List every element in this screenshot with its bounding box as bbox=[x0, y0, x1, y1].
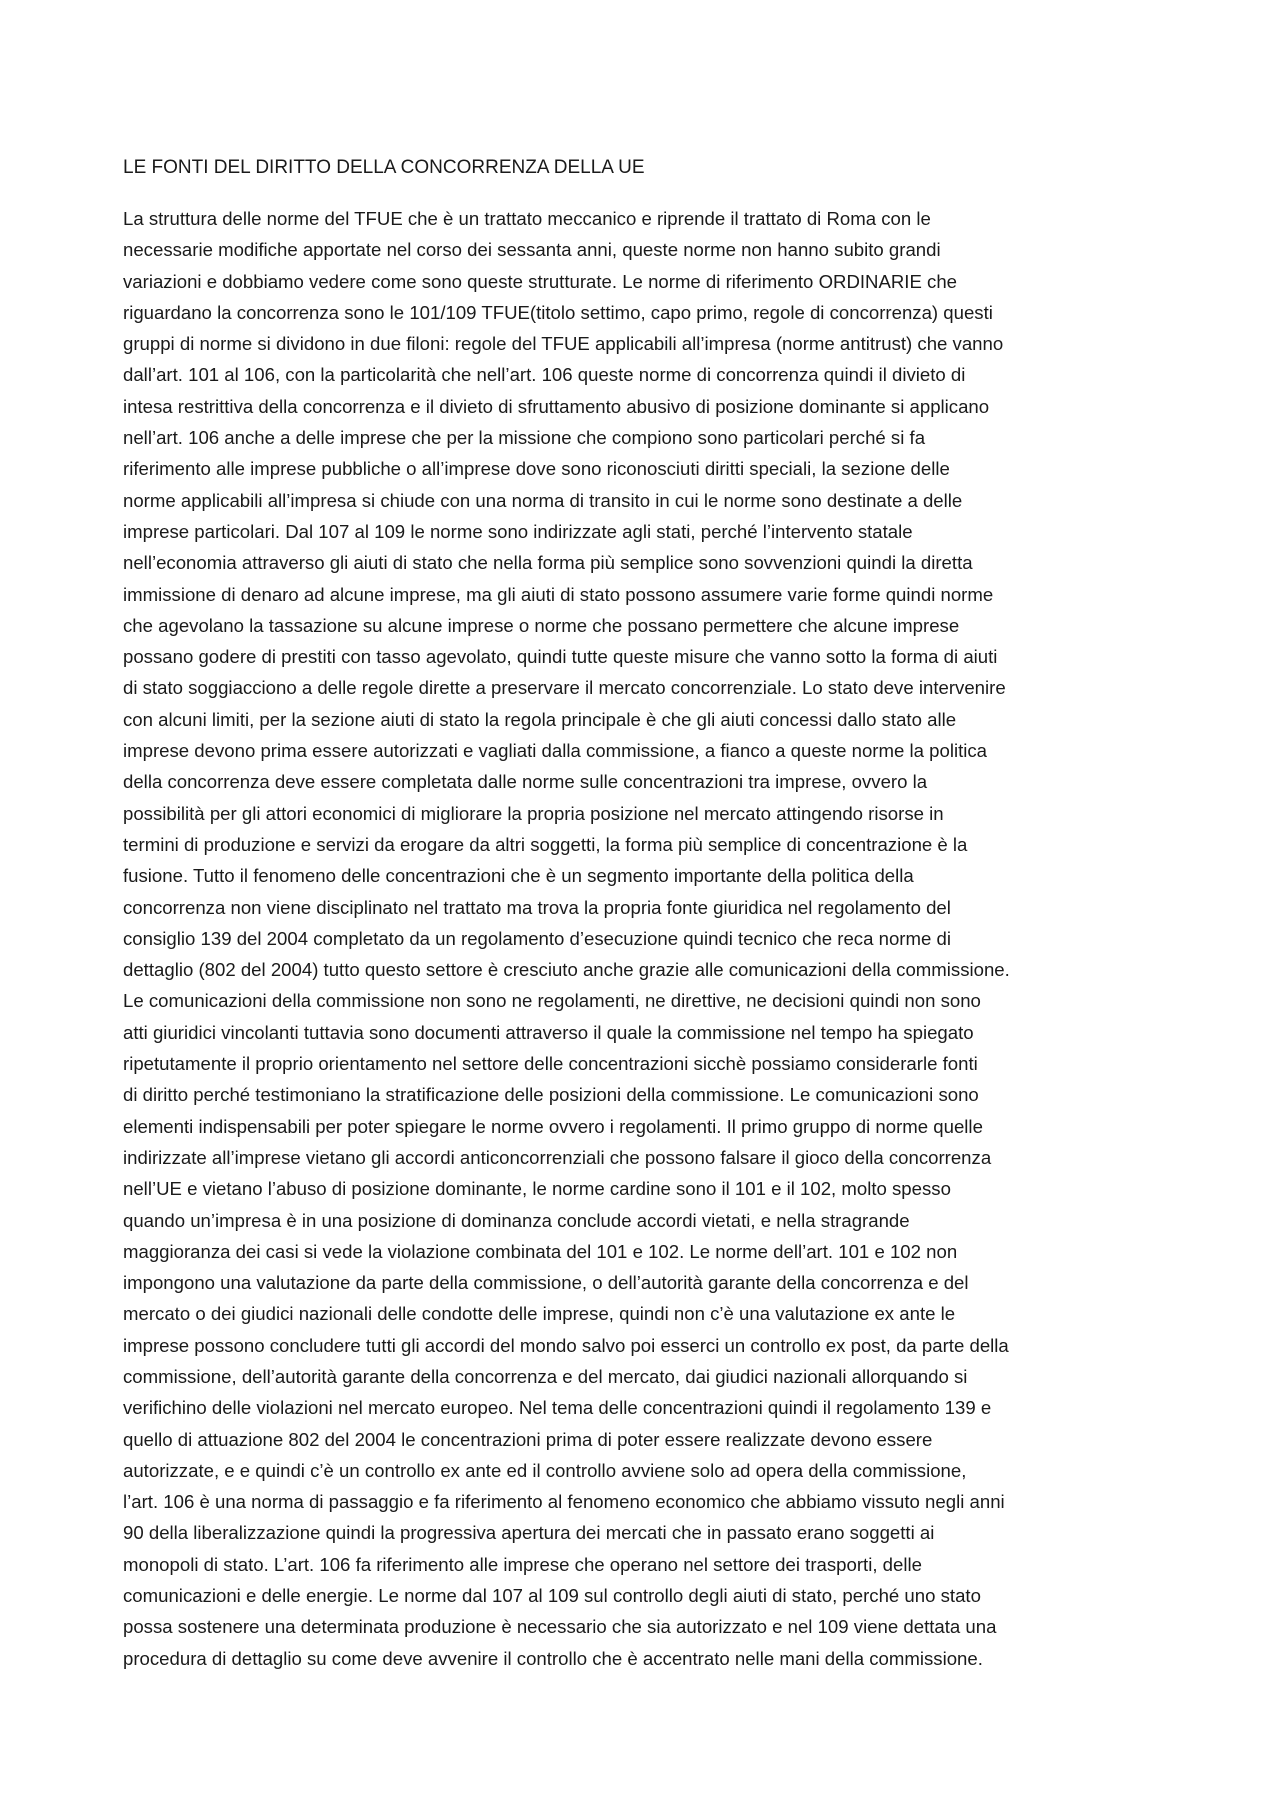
body-text-line: imprese devono prima essere autorizzati e vagliati dalla commissione, a fianco a queste norme la politica bbox=[123, 740, 988, 762]
body-text-line: La struttura delle norme del TFUE che è un trattato meccanico e riprende il trattato di Roma con le bbox=[123, 208, 931, 229]
body-text-line: norme applicabili all’impresa si chiude con una norma di transito in cui le norme sono destinate a delle bbox=[123, 489, 963, 511]
body-text-line: possibilità per gli attori economici di migliorare la propria posizione nel mercato attingendo risorse in bbox=[123, 802, 944, 824]
body-text-line: concorrenza non viene disciplinato nel trattato ma trova la propria fonte giuridica nel regolamento del bbox=[123, 896, 951, 918]
body-text-line: riferimento alle imprese pubbliche o all’imprese dove sono riconosciuti diritti speciali, la sezione delle bbox=[123, 458, 950, 480]
body-text-line: maggioranza dei casi si vede la violazione combinata del 101 e 102. Le norme dell’art. 101 e 102 non bbox=[123, 1240, 958, 1262]
body-text-line: imprese particolari. Dal 107 al 109 le norme sono indirizzate agli stati, perché l’intervento statale bbox=[123, 520, 913, 542]
body-text-line: di diritto perché testimoniano la stratificazione delle posizioni della commissione. Le comunicazioni sono bbox=[123, 1084, 979, 1106]
body-text-line: l’art. 106 è una norma di passaggio e fa riferimento al fenomeno economico che abbiamo vissuto negli anni bbox=[123, 1491, 1005, 1513]
body-text-line: termini di produzione e servizi da erogare da altri soggetti, la forma più semplice di concentrazione è la bbox=[123, 833, 968, 855]
body-text-line: imprese possono concludere tutti gli accordi del mondo salvo poi esserci un controllo ex post, da parte della bbox=[123, 1334, 1009, 1356]
body-text-line: necessarie modifiche apportate nel corso dei sessanta anni, queste norme non hanno subito grandi bbox=[123, 239, 941, 261]
body-text-line: della concorrenza deve essere completata dalle norme sulle concentrazioni tra imprese, ovvero la bbox=[123, 771, 928, 793]
body-text-line: nell’art. 106 anche a delle imprese che per la missione che compiono sono particolari perché si fa bbox=[123, 427, 926, 449]
body-text-line: autorizzate, e e quindi c’è un controllo ex ante ed il controllo avviene solo ad opera della commissione, bbox=[123, 1459, 967, 1481]
body-text-line: atti giuridici vincolanti tuttavia sono documenti attraverso il quale la commissione nel tempo ha spiegato bbox=[123, 1021, 974, 1043]
body-text-line: monopoli di stato. L’art. 106 fa riferimento alle imprese che operano nel settore dei trasporti, delle bbox=[123, 1553, 922, 1575]
body-text-line: gruppi di norme si dividono in due filoni: regole del TFUE applicabili all’impresa (norme antitrust) che vanno bbox=[123, 333, 1004, 355]
body-text-line: Le comunicazioni della commissione non sono ne regolamenti, ne direttive, ne decisioni quindi non sono bbox=[123, 990, 981, 1012]
body-text-line: dettaglio (802 del 2004) tutto questo settore è cresciuto anche grazie alle comunicazioni della commissione. bbox=[123, 959, 1010, 981]
body-text-line: ripetutamente il proprio orientamento nel settore delle concentrazioni sicchè possiamo considerarle fonti bbox=[123, 1053, 978, 1075]
body-text-line: che agevolano la tassazione su alcune imprese o norme che possano permettere che alcune imprese bbox=[123, 614, 960, 636]
body-text-line: variazioni e dobbiamo vedere come sono queste strutturate. Le norme di riferimento ORDINARIE che bbox=[123, 270, 958, 292]
body-text-line: verifichino delle violazioni nel mercato europeo. Nel tema delle concentrazioni quindi il regolamento 139 e bbox=[123, 1397, 992, 1419]
body-text-line: possa sostenere una determinata produzione è necessario che sia autorizzato e nel 109 viene dettata una bbox=[123, 1616, 997, 1638]
body-text-line: possano godere di prestiti con tasso agevolato, quindi tutte queste misure che vanno sotto la forma di aiuti bbox=[123, 646, 998, 668]
body-text-line: mercato o dei giudici nazionali delle condotte delle imprese, quindi non c’è una valutazione ex ante le bbox=[123, 1303, 956, 1325]
body-text-line: consiglio 139 del 2004 completato da un regolamento d’esecuzione quindi tecnico che reca norme di bbox=[123, 927, 951, 949]
body-text-line: con alcuni limiti, per la sezione aiuti di stato la regola principale è che gli aiuti concessi dallo stato alle bbox=[123, 708, 957, 730]
body-text-line: comunicazioni e delle energie. Le norme dal 107 al 109 sul controllo degli aiuti di stato, perché uno stato bbox=[123, 1585, 981, 1607]
body-text-line: commissione, dell’autorità garante della concorrenza e del mercato, dai giudici nazionali allorquando si bbox=[123, 1365, 968, 1387]
body-text-line: quando un’impresa è in una posizione di dominanza conclude accordi vietati, e nella stragrande bbox=[123, 1209, 910, 1231]
body-text-line: procedura di dettaglio su come deve avvenire il controllo che è accentrato nelle mani della commissione. bbox=[123, 1647, 983, 1669]
body-text-line: immissione di denaro ad alcune imprese, ma gli aiuti di stato possono assumere varie forme quindi norme bbox=[123, 583, 994, 605]
body-text-line: nell’economia attraverso gli aiuti di stato che nella forma più semplice sono sovvenzioni quindi la diretta bbox=[123, 552, 973, 574]
body-text-line: dall’art. 101 al 106, con la particolarità che nell’art. 106 queste norme di concorrenza quindi il divieto di bbox=[123, 364, 966, 386]
body-text-line: 90 della liberalizzazione quindi la progressiva apertura dei mercati che in passato erano soggetti ai bbox=[123, 1522, 935, 1544]
document-body bbox=[123, 203, 1165, 1674]
body-text-line: di stato soggiacciono a delle regole dirette a preservare il mercato concorrenziale. Lo stato deve intervenire bbox=[123, 677, 1006, 699]
body-text-line: elementi indispensabili per poter spiegare le norme ovvero i regolamenti. Il primo gruppo di norme quelle bbox=[123, 1115, 983, 1137]
body-text-line: impongono una valutazione da parte della commissione, o dell’autorità garante della concorrenza e del bbox=[123, 1272, 969, 1294]
body-text-line: indirizzate all’imprese vietano gli accordi anticoncorrenziali che possono falsare il gioco della concorrenza bbox=[123, 1146, 992, 1168]
body-text-line: nell’UE e vietano l’abuso di posizione dominante, le norme cardine sono il 101 e il 102, molto spesso bbox=[123, 1178, 951, 1200]
body-text-line: intesa restrittiva della concorrenza e il divieto di sfruttamento abusivo di posizione dominante si applicano bbox=[123, 395, 990, 417]
document-title: LE FONTI DEL DIRITTO DELLA CONCORRENZA DELLA UE bbox=[123, 157, 645, 178]
body-text-line: riguardano la concorrenza sono le 101/109 TFUE(titolo settimo, capo primo, regole di concorrenza) questi bbox=[123, 301, 993, 323]
body-text-line: quello di attuazione 802 del 2004 le concentrazioni prima di poter essere realizzate devono essere bbox=[123, 1428, 933, 1450]
body-text-line: fusione. Tutto il fenomeno delle concentrazioni che è un segmento importante della politica della bbox=[123, 865, 914, 887]
